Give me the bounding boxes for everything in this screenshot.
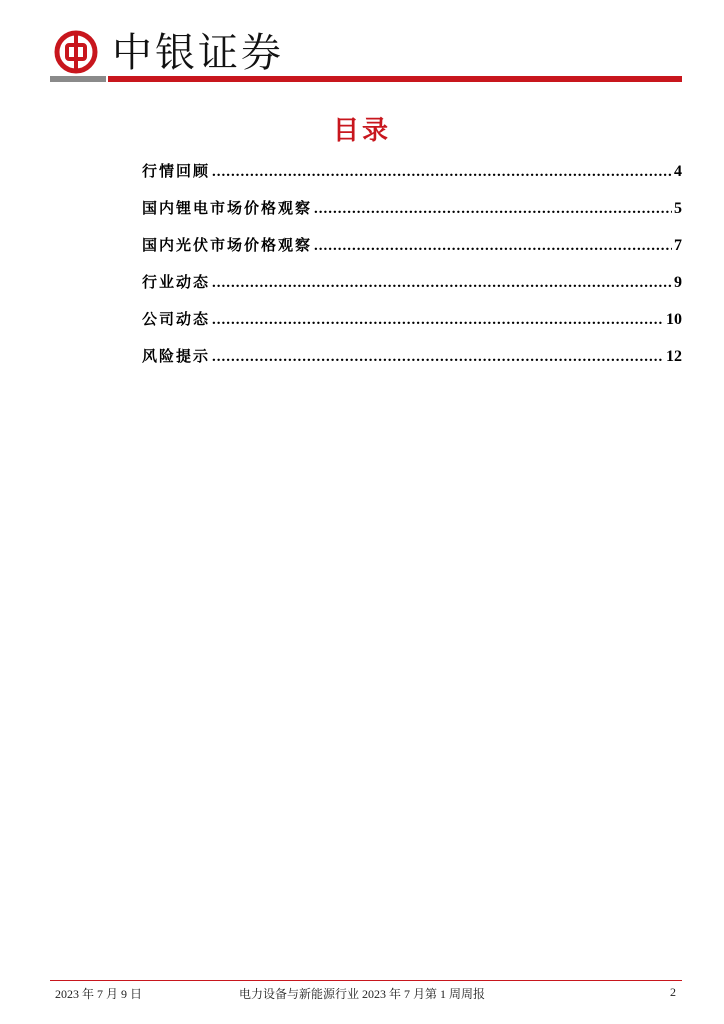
brand-name: 中银证券 — [112, 30, 284, 76]
toc-leader-dots — [212, 312, 664, 329]
toc-entry-label: 国内光伏市场价格观察 — [142, 236, 313, 254]
footer-date: 2023 年 7 月 9 日 — [55, 987, 143, 1001]
bank-of-china-logo-icon — [54, 30, 98, 74]
toc-entry-industry-news[interactable] — [142, 271, 682, 308]
header-rule-gray — [50, 76, 106, 82]
toc-entry-page: 10 — [666, 311, 682, 328]
toc-entry-lithium-prices[interactable] — [142, 197, 682, 234]
toc-entry-label: 行业动态 — [142, 273, 211, 291]
toc-list — [142, 160, 682, 382]
toc-entry-label: 行情回顾 — [142, 162, 211, 180]
toc-entry-label: 国内锂电市场价格观察 — [142, 199, 313, 217]
page-header — [50, 28, 682, 84]
header-rule-red — [108, 76, 682, 82]
toc-entry-label: 公司动态 — [142, 310, 211, 328]
toc-entry-page: 9 — [674, 274, 682, 291]
toc-entry-company-news[interactable] — [142, 308, 682, 345]
toc-entry-page: 12 — [666, 348, 682, 365]
footer-report-title: 电力设备与新能源行业 2023 年 7 月第 1 周周报 — [238, 987, 485, 1001]
toc-entry-risk-warning[interactable] — [142, 345, 682, 382]
toc-leader-dots — [212, 349, 664, 366]
toc-title: 目录 — [332, 116, 391, 146]
toc-entry-page: 5 — [674, 200, 682, 217]
toc-leader-dots — [212, 275, 672, 292]
toc-entry-pv-prices[interactable] — [142, 234, 682, 271]
toc-leader-dots — [314, 201, 672, 218]
footer-rule — [50, 980, 682, 981]
toc-leader-dots — [212, 164, 672, 181]
toc-entry-page: 7 — [674, 237, 682, 254]
toc-entry-label: 风险提示 — [142, 347, 211, 365]
toc-leader-dots — [314, 238, 672, 255]
toc-entry-market-review[interactable] — [142, 160, 682, 197]
toc-entry-page: 4 — [674, 163, 682, 180]
footer-page-number: 2 — [670, 985, 676, 999]
